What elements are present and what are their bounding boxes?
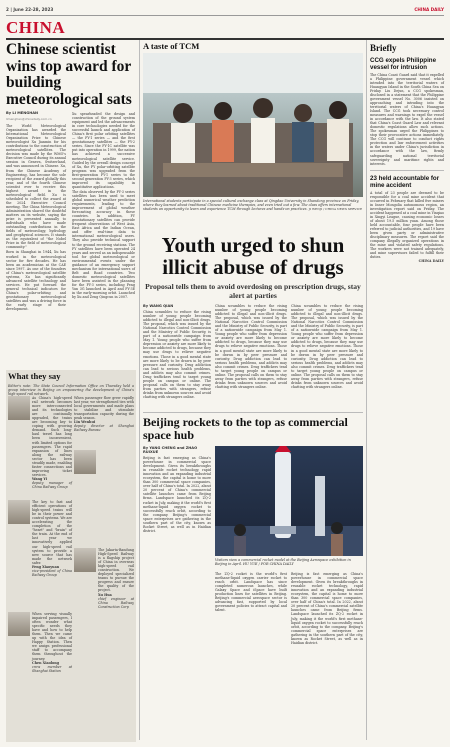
left-body-4: The data observed by the FY-3 series satellites has been used to meet global numerical weather prediction requirements, leading to the improvement of global weather forecasting accuracy in these countries. In addition, FY geostationary satellites can provide frequent observations of West Asia, East Africa and the Indian Ocean, and offer real-time data to international meteorological users. They also provide technical support to the ground receiving stations. The FY satellites have been operated 24 years and served as an indispensable tool for global meteorological or environmental events under the guidance of an emergency support mechanism for international users of Belt and Road countries. Two domestic meteorological satellites have been assisted in the planning for the FY-3 series, including Feng Yun 3G launched in April and FY-3E in the early-morning orbit. Launched by Xu and Zeng Qingcun in 2007.: [72, 189, 135, 300]
drugs-col-2: China scrambles to reduce the rising number of young people becoming addicted to illegal and non-illicit drugs. The proposal, which was issued by the National Narcotics Control Commission and the Ministry of Public Security, is part of a nationwide campaign from May 1. Young people who suffer from depression or anxiety are more likely to become addicted to drugs, because they may use drugs to relieve negative emotions. Those in a good mental state are more likely to be drawn in by peer pressure and curiosity. Drug addiction can lead to serious health problems, and addicts may also commit crimes. Drug traffickers tend to target young people on campus or online. The proposal calls on them to stay away from parties with strangers, refuse drinks from unknown sources and avoid chatting with strangers online.: [215, 304, 287, 389]
quote-1b: When passenger flow grew rapidly last year, we strengthened ties with local governments and made plans to stabilize and stimulate transportation capacity during the peak season. Lin Wenhui deputy director at Shanghai Railway Bureau: [74, 396, 134, 433]
column-divider-right: [366, 40, 367, 740]
rocket-caption: Visitors view a commercial rocket model at the Beijing Aerospace exhibition in Beijing in April. HU YUE / FOR CHINA DAILY: [215, 558, 351, 567]
section-title: CHINA: [6, 18, 66, 37]
quote-photo-3: [8, 612, 30, 636]
rocket-rule: [143, 412, 363, 413]
left-body-1: The World Meteorological Organization has awarded the International Meteorological Organization Prize to Chinese meteorologist Xu Jianmin for his contributions to the construction of meteorological satellites. The decision was made by the WMO's Executive Council during its annual session in Geneva, Switzerland, and was announced in Chinese. Xu, from the Chinese Academy of Engineering, has become the sole recipient of the award globally this year, and of the fourth Chinese scientist ever to receive this highest award in the meteorological field. Xu is scheduled to collect the award at the 2024 Executive Council meeting. The China Meteorological Administration shared the doubtful matters on its website, saying the prize is presented annually to individuals who have made outstanding contributions in the fields of meteorology, hydrology and geophysical sciences. It stands as the equivalent of "the Nobel Prize in the field of meteorological community.": [6, 124, 66, 250]
quote-5: The Jakarta-Bandung High-Speed Railway is a flagship project of China in overseas high-speed rail construction. We deployed specialized teams to pursue the progress and ensure the quality of the project. Xu Hua chief engineer at China Railway Construction Corp: [98, 548, 134, 609]
rocket-col-1: By YANG CHENG and ZHAO RUIXUE Beijing is fast emerging as China's powerhouse in commercial space development. Given its breakthroughs in reusable rocket technology, rapid innovation and an expanding industrial ecosystem, the capital is home to more than 300 commercial space companies, over half of China's total. In 2022, about 20 percent of China's commercial satellite launches came from Beijing firms. Landspace launched its ZQ-2 rocket in July, making it the world's first methane-liquid oxygen rocket to successfully reach orbit, according to the company. Beijing's commercial space enterprises are gathering in the southern part of the city, known as Rocket Street, as well as in Haidian district.: [143, 446, 211, 533]
drugs-headline: Youth urged to shun illicit abuse of drugs: [161, 233, 345, 279]
drugs-subheadline: Proposal tells them to avoid overdosing on prescription drugs, stay alert at parties: [145, 282, 361, 300]
tcm-photo: [143, 53, 363, 197]
section-rule: [6, 38, 444, 40]
brief-1-body: The China Coast Guard said that it expelled a Philippine government vessel which intruded into the territorial waters of Huangyan Island in the South China Sea on Friday. Liu Dejun, a CCG spokesman, disclosed in a statement that the Philippine government vessel No. 3006 insisted on approaching and intruding into the territorial waters of China's Huangyan Island. The CCG took necessary control measures and warnings to expel the vessel in accordance with the law. It also stated that China's Coast Guard Law and relevant domestic regulations allow such actions. The spokesman urged the Philippines to stop their provocative actions immediately. The CCG will continue to conduct rights protection and law enforcement activities in the waters under China's jurisdiction in accordance with the law, firmly safeguarding national territorial sovereignty and maritime rights and interests.: [370, 72, 444, 166]
tcm-photo-scene: [143, 53, 363, 197]
quote-photo-1: [8, 396, 30, 420]
what-they-say-title: What they say: [8, 371, 61, 381]
quote-3: When serving visually impaired passengers, I often wonder what specific needs they have and how to help them. Then we came up with the idea of Happy Station. Then we assign professional staff to accompany them throughout the journey. Chen Xiaolong crew member at Shanghai Station: [32, 612, 72, 673]
drugs-col-1: By WANG QIAN China scrambles to reduce the rising number of young people becoming addicted to illegal and non-illicit drugs. The proposal, which was issued by the National Narcotics Control Commission and the Ministry of Public Security, is part of a nationwide campaign from May 1. Young people who suffer from depression or anxiety are more likely to become addicted to drugs, because they may use drugs to relieve negative emotions. Those in a good mental state are more likely to be drawn in by peer pressure and curiosity. Drug addiction can lead to serious health problems, and addicts may also commit crimes. Drug traffickers tend to target young people on campus or online. The proposal calls on them to stay away from parties with strangers, refuse drinks from unknown sources and avoid chatting with strangers online.: [143, 304, 211, 399]
quote-photo-5: [74, 548, 96, 572]
brief-2-title: 23 held accountable for mine accident: [370, 174, 440, 189]
left-col-2: [72, 112, 135, 299]
quote-2: The key to fast and efficient operations of high-speed trains will be in their power and control systems. We are accelerating the completion of the "heart" and "brain" of the train. At the end of last year we innovatively applied our high-speed rail system to provide a new source that has made the network safer. Feng Xiaoyuan vice-president of China Railway Group: [32, 500, 72, 577]
brief-divider: [370, 170, 444, 171]
byline-email: limenghan@chinadaily.com.cn: [6, 117, 52, 121]
quote-photo-2: [8, 500, 30, 524]
briefly-title: Briefly: [370, 43, 397, 53]
rocket-col-2: The ZQ-2 rocket is the world's first methane-liquid oxygen carrier rocket to reach orbit. Landspace has since completed numerous launches, while Galaxy Space and iSpace have built production lines for satellites in Beijing. Beijing's commercial aerospace sector is advancing fast, supported by local government policies to attract capital and talent.: [215, 572, 287, 613]
rocket-col-3: Beijing is fast emerging as China's powerhouse in commercial space development. Given its breakthroughs in reusable rocket technology, rapid innovation and an expanding industrial ecosystem, the capital is home to more than 300 commercial space companies, over half of China's total. In 2022, about 20 percent of China's commercial satellite launches came from Beijing firms. Landspace launched its ZQ-2 rocket in July, making it the world's first methane-liquid oxygen rocket to successfully reach orbit, according to the company. Beijing's commercial space enterprises are gathering in the southern part of the city, known as Rocket Street, as well as in Haidian district.: [291, 572, 363, 645]
rocket-photo: [215, 446, 363, 556]
quote-photo-4: [74, 450, 96, 474]
briefly-column: [370, 44, 444, 264]
editor-note: Editor's note: The State Council Information Office on Thursday held a group interview in Beijing on empowering the development of China's high-speed rail network.: [8, 384, 134, 397]
brief-2-credit: CHINA DAILY: [418, 259, 444, 264]
brief-2-body: A total of 23 people are deemed to be responsible for a coal mine accident that occurred in February that killed five miners in Inner Mongolia autonomous region, an investigation report said on Friday. The accident happened at a coal mine in Yinqiao in Xingyi League, causing economic losses of about 19.5 million yuan. Among those held accountable, four people have been referred to judicial authorities, and 19 have been given party or administrative disciplinary measures. The report said the company illegally organized operations in the mine and violated safety regulations. The workers were not trained adequately, and mine supervisors failed to fulfill their duties.: [370, 190, 444, 260]
page-info: 2 | June 22-28, 2023: [6, 7, 54, 12]
masthead: CHINA DAILY: [414, 7, 444, 12]
tcm-caption: International students participate in a special cultural exchange class at Qingdao University in Shandong province on Friday, where they learned about traditional Chinese medicine therapies, and even tried out a few. The class offers international students an opportunity to learn and experience TCM through lectures and hands-on practices. JI WENJI / CHINA NEWS SERVICE: [143, 199, 363, 212]
left-body-3: Xu spearheaded the design and construction of the ground system equipment and led the advancements in core technologies needed for the successful launch and application of China's first polar orbiting satellites — the FY-1 series — and the first geostationary satellites — the FY-2 series. Since the FY-1C satellite was put into operation in 1999, the nation has achieved a successive meteorological satellite service. Guided by the overall design concept of Xu, the FY polar-orbiting satellite program was upgraded from the first-generation FY-1 series to the second generation FY-3 series, which improved its capability in quantitative applications.: [72, 112, 136, 189]
drugs-col-3: China scrambles to reduce the rising number of young people becoming addicted to illegal and non-illicit drugs. The proposal, which was issued by the National Narcotics Control Commission and the Ministry of Public Security, is part of a nationwide campaign from May 1. Young people who suffer from depression or anxiety are more likely to become addicted to drugs, because they may use drugs to relieve negative emotions. Those in a good mental state are more likely to be drawn in by peer pressure and curiosity. Drug addiction can lead to serious health problems, and addicts may also commit crimes. Drug traffickers tend to target young people on campus or online. The proposal calls on them to stay away from parties with strangers, refuse drinks from unknown sources and avoid chatting with strangers online.: [291, 304, 363, 389]
left-headline: Chinese scientist wins top award for building meteorological sats: [6, 41, 132, 108]
byline: By LI MENGHAN: [6, 111, 38, 115]
left-col-1: [6, 111, 66, 311]
column-divider-left: [139, 40, 140, 740]
page-header: [6, 4, 444, 16]
quote-1: As China's high-speed rail network becomes more interconnected and its technologies are continually upgraded, the trains are becoming key to coping with growing demand. Such long-haul travel has long been inconvenient, with limited options for passengers. The rapid expansion of lines along the railway sector has been steadily made, enabling faster connections and improving ticket services. Wang Yi deputy manager of China Railway Group: [32, 396, 72, 490]
taste-title: A taste of TCM: [143, 41, 200, 51]
rocket-model-scene: [215, 446, 363, 556]
brief-1-title: CCG expels Philippine vessel for intrusion: [370, 56, 437, 71]
rocket-headline: Beijing rockets to the top as commercial space hub: [143, 415, 348, 442]
left-body-2: Born in Shanghai in 1944, Xu has worked in the meteorological sector for five decades. He has been an academician at the CAE since 1997. As one of the founders of China's meteorological satellite systems, Xu has significantly advanced satellite technology and services. He put forward the general technical indicators for China's polar-orbiting and geostationary meteorological satellites and was a driving force in the early stage of their development.: [6, 250, 66, 312]
